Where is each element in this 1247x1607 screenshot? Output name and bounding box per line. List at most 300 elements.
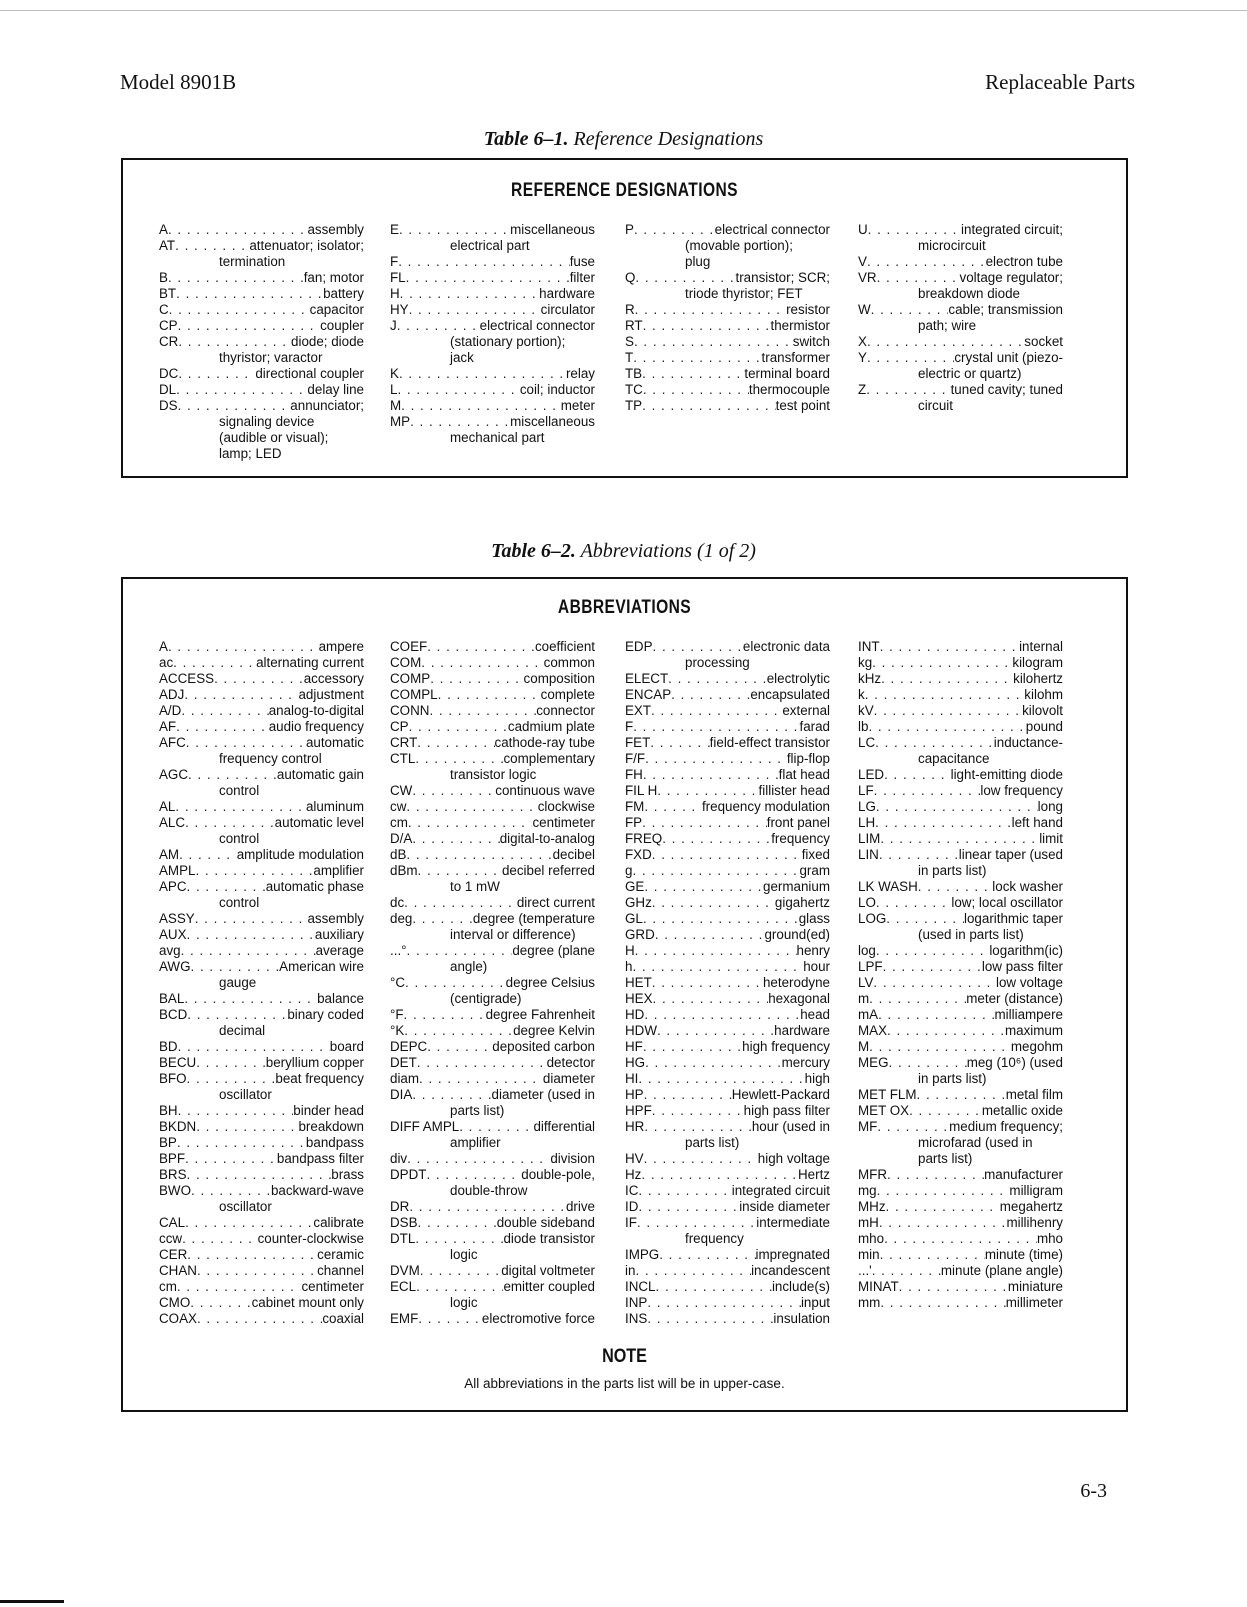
dot-leader [169,302,310,318]
definition: calibrate [313,1215,364,1230]
definition-continuation: (stationary portion); [450,334,566,349]
definition-continuation: control [219,831,260,846]
list-item [159,398,364,462]
definition: bandpass filter [276,1151,364,1166]
list-item [159,1103,364,1119]
abbreviation: V [858,254,867,269]
dot-leader [869,991,966,1007]
dot-leader [650,735,709,751]
abbreviation: °F [390,1007,404,1022]
dot-leader [633,350,761,366]
definition: metal film [1005,1087,1063,1102]
list-item [159,270,364,286]
list-item [390,1023,595,1039]
dot-leader [651,703,782,719]
definition: automatic [305,735,364,750]
definition-continuation: angle) [450,959,488,974]
definition: electron tube [985,254,1063,269]
definition: decibel referred [501,863,595,878]
abbreviation: kHz [858,671,882,686]
list-item [159,286,364,302]
definition: directional coupler [255,366,364,381]
abbreviation: M [390,398,402,413]
table2-caption-text: Abbreviations (1 of 2) [580,540,756,562]
dot-leader [185,1151,277,1167]
definition-continuation: parts list) [450,1103,505,1118]
abbreviation: INP [625,1295,648,1310]
list-item [858,655,1063,671]
dot-leader [887,1167,984,1183]
dot-leader [407,943,513,959]
dot-leader [868,222,961,238]
definition-continuation: mechanical part [450,430,545,445]
abbreviation: BCD [159,1007,188,1022]
abbreviation: AM [159,847,180,862]
abbreviation: LO [858,895,876,910]
definition: hardware [774,1023,830,1038]
abbreviation: ELECT [625,671,669,686]
dot-leader [645,751,787,767]
definition-continuation: circuit [918,398,953,413]
abbreviation: LIN [858,847,879,862]
page-number: 6-3 [1080,1480,1107,1502]
definition: cathode-ray tube [494,735,595,750]
list-item [390,847,595,863]
abbreviation: AFC [159,735,186,750]
definition: terminal board [744,366,830,381]
list-item [858,1103,1063,1119]
dot-leader [176,286,323,302]
dot-leader [635,302,786,318]
list-item [159,1167,364,1183]
dot-leader [168,222,308,238]
definition-continuation: oscillator [219,1199,272,1214]
definition: degree Fahrenheit [485,1007,595,1022]
list-item [858,975,1063,991]
dot-leader [867,254,986,270]
dot-leader [405,975,506,991]
list-item [390,895,595,911]
table1-caption-text: Reference Designations [573,128,764,150]
note-text: All abbreviations in the parts list will be in upper-case. [464,1376,785,1391]
dot-leader [412,783,495,799]
abbreviation: FH [625,767,643,782]
definition: resistor [786,302,830,317]
definition-continuation: amplifier [450,1135,501,1150]
abbreviation: IF [625,1215,637,1230]
list-item [625,815,830,831]
dot-leader [643,318,771,334]
dot-leader [635,943,797,959]
abbreviation: ...' [858,1263,872,1278]
abbreviation: H [625,943,635,958]
definition: farad [799,719,830,734]
definition: hexagonal [768,991,830,1006]
dot-leader [871,302,949,318]
list-item [625,911,830,927]
dot-leader [415,1231,503,1247]
list-item [625,302,830,318]
abbreviation: LG [858,799,876,814]
definition: coefficient [534,639,595,654]
definition: impregnated [755,1247,830,1262]
abbreviation: LV [858,975,874,990]
dot-leader [182,1231,258,1247]
list-item [159,719,364,735]
abbreviation: DET [390,1055,417,1070]
definition: linear taper (used [958,847,1063,862]
abbreviation: DSB [390,1215,418,1230]
dot-leader [644,799,702,815]
definition-continuation: (audible or visual); [219,430,329,445]
list-item [625,799,830,815]
definition: cable; transmission [948,302,1063,317]
definition: composition [523,671,595,686]
dot-leader [652,975,763,991]
dot-leader [195,911,308,927]
list-item [159,1311,364,1327]
dot-leader [873,975,996,991]
list-item [625,975,830,991]
definition: degree (temperature [472,911,595,926]
list-item [390,270,595,286]
abbreviation: MFR [858,1167,888,1182]
abbreviation: BFO [159,1071,187,1086]
dot-leader [644,1151,758,1167]
definition-continuation: (movable portion); [685,238,793,253]
definition-continuation: in parts list) [918,863,987,878]
abbreviation: EDP [625,639,653,654]
abbreviation: CAL [159,1215,186,1230]
list-item [858,991,1063,1007]
dot-leader [187,879,266,895]
list-item [159,1055,364,1071]
list-item [159,1231,364,1247]
dot-leader [187,1167,332,1183]
definition-continuation: capacitance [918,751,990,766]
dot-leader [188,767,277,783]
list-item [625,1295,830,1311]
dot-leader [635,1263,751,1279]
dot-leader [865,687,1025,703]
definition: connector [536,703,595,718]
list-item [159,911,364,927]
definition: differential [533,1119,595,1134]
list-item [390,655,595,671]
definition: annunciator; [290,398,364,413]
list-item [858,943,1063,959]
dot-leader [652,895,775,911]
list-item [858,350,1063,382]
list-item [390,414,595,446]
definition-continuation: microcircuit [918,238,986,253]
abbreviation: BP [159,1135,177,1150]
dot-leader [641,1167,798,1183]
definition: integrated circuit [731,1183,830,1198]
list-item [858,895,1063,911]
definition-continuation: lamp; LED [219,446,282,461]
dot-leader [421,655,543,671]
abbreviation: BWO [159,1183,191,1198]
dot-leader [874,703,1022,719]
definition: heterodyne [762,975,830,990]
abbreviation: k [858,687,865,702]
dot-leader [653,639,743,655]
dot-leader [184,991,317,1007]
list-item [159,879,364,911]
abbrev-column-4 [858,639,1063,1311]
dot-leader [889,1055,967,1071]
list-item [858,831,1063,847]
abbreviation: HY [390,302,409,317]
dot-leader [426,1167,521,1183]
dot-leader [643,1039,742,1055]
dot-leader [638,1071,804,1087]
dot-leader [195,863,313,879]
list-item [390,863,595,895]
dot-leader [408,815,533,831]
definition: meg (10⁶) (used [966,1055,1063,1070]
dot-leader [886,911,964,927]
list-item [625,1103,830,1119]
definition: Hertz [798,1167,830,1182]
dot-leader [178,366,255,382]
definition: cabinet mount only [251,1295,364,1310]
definition: degree Kelvin [513,1023,595,1038]
dot-leader [186,735,306,751]
abbreviation: INCL [625,1279,656,1294]
list-item [159,991,364,1007]
abbreviation: HDW [625,1023,657,1038]
dot-leader [644,1087,732,1103]
list-item [159,334,364,366]
dot-leader [884,767,951,783]
definition: high pass filter [743,1103,830,1118]
list-item [858,735,1063,767]
dot-leader [417,735,494,751]
definition: incandescent [751,1263,830,1278]
dot-leader [397,318,480,334]
definition: fan; motor [303,270,364,285]
definition: high voltage [757,1151,830,1166]
dot-leader [867,334,1024,350]
dot-leader [196,1119,298,1135]
list-item [625,350,830,366]
dot-leader [410,414,510,430]
definition-continuation: logic [450,1247,478,1262]
definition: pound [1025,719,1063,734]
dot-leader [880,639,1020,655]
table2-caption [0,540,1247,563]
list-item [159,815,364,847]
definition: direct current [516,895,595,910]
abbreviation: LK WASH [858,879,918,894]
abbreviation: LIM [858,831,881,846]
dot-leader [178,334,291,350]
abbreviation: ccw [159,1231,183,1246]
abbreviation: HD [625,1007,645,1022]
abbreviation: dBm [390,863,418,878]
dot-leader [866,382,950,398]
abbreviation: APC [159,879,187,894]
abbreviation: min [858,1247,880,1262]
list-item [625,1183,830,1199]
list-item [625,1055,830,1071]
list-item [858,1007,1063,1023]
list-item [159,1263,364,1279]
dot-leader [883,959,982,975]
definition: input [800,1295,830,1310]
dot-leader [872,655,1012,671]
dot-leader [643,767,779,783]
list-item [390,254,595,270]
definition-continuation: parts list) [685,1135,740,1150]
dot-leader [178,1103,294,1119]
definition: thermistor [770,318,830,333]
definition: miscellaneous [510,414,595,429]
definition: metallic oxide [981,1103,1063,1118]
list-item [858,1215,1063,1231]
list-item [390,703,595,719]
dot-leader [668,671,767,687]
refdes-column-2 [390,222,595,446]
definition-continuation: thyristor; varactor [219,350,323,365]
dot-leader [409,719,508,735]
definition: attenuator; isolator; [249,238,364,253]
abbreviation: E [390,222,399,237]
dot-leader [878,1007,994,1023]
definition: assembly [307,911,364,926]
definition: milligram [1009,1183,1063,1198]
dot-leader [652,1103,744,1119]
definition: flip-flop [786,751,830,766]
dot-leader [879,1215,1007,1231]
abbreviation: mho [858,1231,885,1246]
running-header-model: Model 8901B [120,70,237,94]
definition: clockwise [537,799,595,814]
dot-leader [642,398,776,414]
abbreviation: FREQ [625,831,663,846]
abbreviation: HG [625,1055,646,1070]
reference-designations-title: REFERENCE DESIGNATIONS [511,180,738,201]
definition-continuation: decimal [219,1023,266,1038]
list-item [625,831,830,847]
definition: socket [1024,334,1063,349]
definition: capacitor [309,302,364,317]
abbreviation: INT [858,639,880,654]
definition: inductance- [993,735,1063,750]
refdes-column-1 [159,222,364,462]
definition: kilohertz [1013,671,1063,686]
list-item [625,879,830,895]
list-item [159,799,364,815]
top-rule [0,10,1247,11]
abbreviation: deg [390,911,413,926]
dot-leader [875,815,1012,831]
abbreviation: ...° [390,943,407,958]
list-item [858,1231,1063,1247]
refdes-column-4 [858,222,1063,414]
list-item [159,943,364,959]
definition-continuation: to 1 mW [450,879,500,894]
abbreviation: COMP [390,671,431,686]
list-item [159,1135,364,1151]
definition: circulator [540,302,595,317]
abbreviation: MAX [858,1023,888,1038]
definition: detector [546,1055,595,1070]
list-item [159,687,364,703]
definition: high [804,1071,830,1086]
list-item [159,847,364,863]
definition: delay line [307,382,364,397]
dot-leader [635,270,735,286]
abbreviation: HPF [625,1103,652,1118]
dot-leader [399,366,566,382]
list-item [390,222,595,254]
abbreviation: FL [390,270,406,285]
list-item [159,959,364,991]
dot-leader [399,222,510,238]
abbreviation: CR [159,334,179,349]
list-item [858,382,1063,414]
abbreviation: CP [390,719,409,734]
definition: low pass filter [981,959,1063,974]
definition: automatic level [274,815,364,830]
abbreviation: Q [625,270,636,285]
definition: audio frequency [268,719,364,734]
definition: milliampere [994,1007,1063,1022]
abbreviation: FP [625,815,643,830]
dot-leader [876,943,989,959]
abbreviation: LH [858,815,876,830]
definition: external [782,703,830,718]
list-item [390,1231,595,1263]
abbrev-column-1 [159,639,364,1327]
abbreviation: MF [858,1119,878,1134]
dot-leader [655,927,765,943]
dot-leader [459,1119,533,1135]
list-item [390,799,595,815]
list-item [390,719,595,735]
dot-leader [406,847,552,863]
dot-leader [652,847,802,863]
definition-continuation: path; wire [918,318,977,333]
dot-leader [177,1279,302,1295]
definition-continuation: frequency [685,1231,744,1246]
abbreviation: ENCAP [625,687,672,702]
definition: double sideband [496,1215,595,1230]
list-item [858,334,1063,350]
abbreviation: DTL [390,1231,416,1246]
abbreviation: H [390,286,400,301]
list-item [625,398,830,414]
dot-leader [176,719,269,735]
abbreviation: COEF [390,639,428,654]
definition: megahertz [999,1199,1063,1214]
list-item [858,302,1063,334]
abbreviation: MHz [858,1199,886,1214]
list-item [390,382,595,398]
list-item [625,1311,830,1327]
abbreviation: dc [390,895,405,910]
abbreviation: dB [390,847,407,862]
abbreviation: F [625,719,634,734]
dot-leader [404,1007,486,1023]
definition: glass [798,911,830,926]
abbreviation: BKDN [159,1119,197,1134]
list-item [159,222,364,238]
list-item [625,1263,830,1279]
